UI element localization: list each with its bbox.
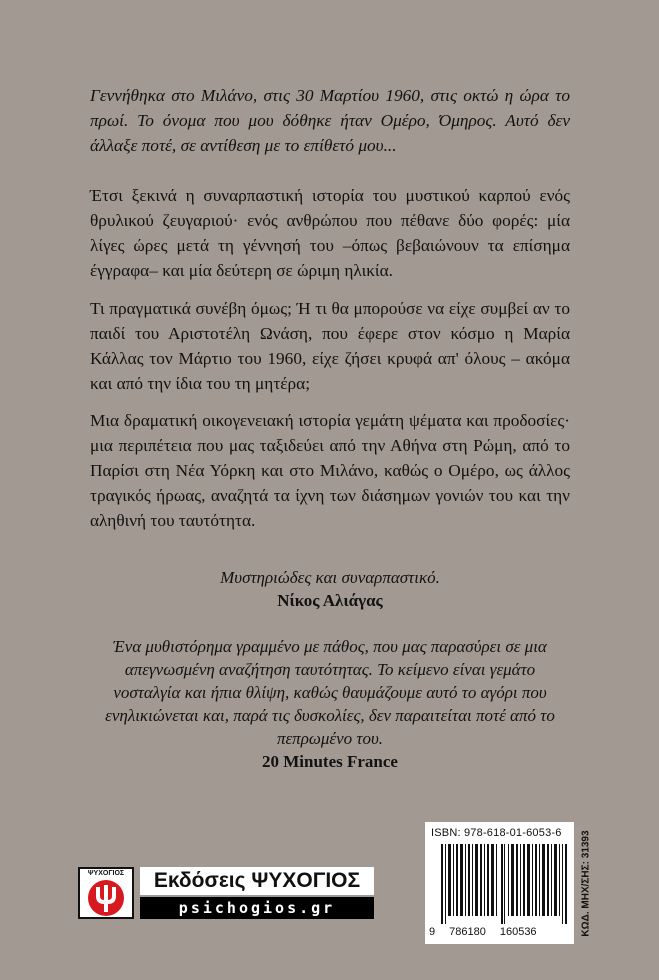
paragraph-1: Έτσι ξεκινά η συναρπαστική ιστορία του μυστικού καρπού ενός θρυλικού ζευγαριού· ενός ανθρώπου που πέθανε δύο φορές: μία λίγες ώρες μετά τη γέννησή του –όπως βεβαιώνουν τα επίσημα έγγραφα– και μία δεύτερη σε ώριμη ηλικία. (90, 186, 570, 280)
psi-icon (86, 879, 126, 917)
barcode-bars (441, 844, 567, 924)
paragraph-3: Μια δραματική οικογενειακή ιστορία γεμάτη ψέματα και προδοσίες· μια περιπέτεια που μας ταξιδεύει από την Αθήνα στη Ρώμη, από το Παρίσι στη Νέα Υόρκη και στο Μιλάνο, καθώς ο Ομέρο, ως άλλος τραγικός ήρωας, αναζητά τα ίχνη των διάσημων γονιών του και την αληθινή του ταυτότητα. (90, 411, 570, 530)
publisher-name: Εκδόσεις ΨΥΧΟΓΙΟΣ (140, 867, 374, 895)
product-code-text: ΚΩΔ. ΜΗΧ/ΣΗΣ: 31393 (580, 829, 592, 937)
barcode-digit-group-right: 160536 (499, 926, 537, 938)
publisher-url: psichogios.gr (140, 897, 374, 919)
paragraph-2: Τι πραγματικά συνέβη όμως; Ή τι θα μπορούσε να είχε συμβεί αν το παιδί του Αριστοτέλη Ωνάση, που έφερε στον κόσμο η Μαρία Κάλλας τον Μάρτιο του 1960, είχε ζήσει κρυφά απ' όλους – ακόμα και από την ίδια του τη μητέρα; (90, 299, 570, 393)
paragraph-2-block (90, 296, 570, 396)
quote-2-author: 20 Minutes France (262, 752, 398, 771)
publisher-logo (78, 867, 374, 919)
barcode-digit-group-left: 786180 (449, 926, 486, 938)
quote-2 (90, 635, 570, 773)
product-code (578, 822, 594, 944)
paragraph-3-block (90, 408, 570, 533)
quote-2-text: Ένα μυθιστόρημα γραμμένο με πάθος, που μας παρασύρει σε μια απεγνωσμένη αναζήτηση ταυτότητας. Το κείμενο είναι γεμάτο νοσταλγία και ήπια θλίψη, καθώς θαυμάζουμε αυτό το αγόρι που ενηλικιώνεται και, παρά τις δυσκολίες, δεν παραιτείται ποτέ από το πεπρωμένο του. (105, 637, 555, 748)
publisher-logo-mark (78, 867, 134, 919)
barcode-digit-first: 9 (429, 926, 436, 938)
intro-paragraph: Γεννήθηκα στο Μιλάνο, στις 30 Μαρτίου 1960, στις οκτώ η ώρα το πρωί. Το όνομα που μου δόθηκε ήταν Ομέρο, Όμηρος. Αυτό δεν άλλαξε ποτέ, σε αντίθεση με το επίθετό μου... (90, 86, 570, 155)
publisher-logo-mark-text: ΨΥΧΟΓΙΟΣ (87, 870, 125, 877)
quote-1-author: Νίκος Αλιάγας (277, 591, 383, 610)
barcode-digits (429, 926, 569, 938)
quote-1 (90, 566, 570, 612)
quote-1-text: Μυστηριώδες και συναρπαστικό. (220, 568, 440, 587)
paragraph-1-block (90, 183, 570, 283)
barcode (425, 822, 574, 944)
isbn-text: ISBN: 978-618-01-6053-6 (431, 827, 562, 839)
intro-paragraph-block (90, 83, 570, 158)
